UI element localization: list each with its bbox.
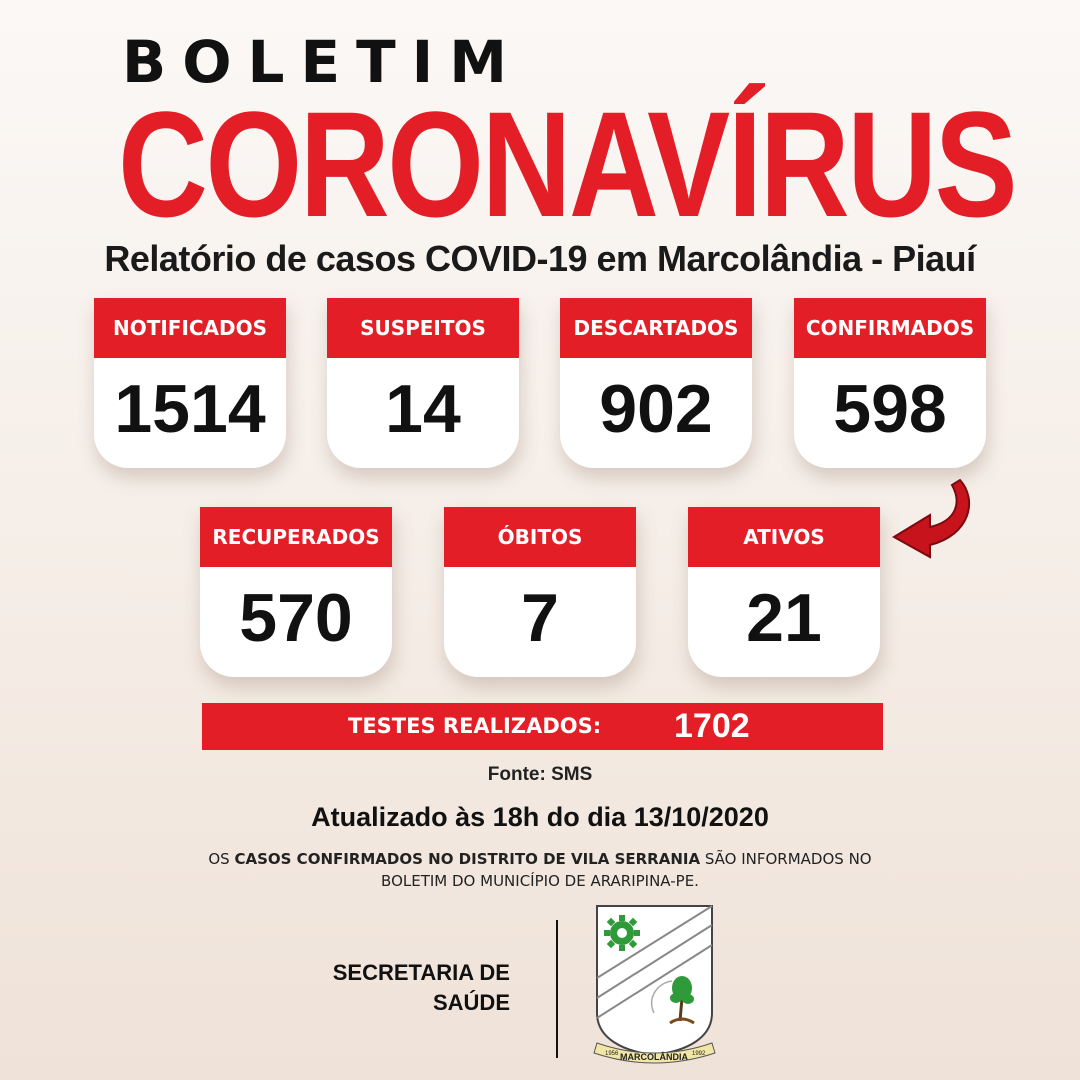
card-label: ATIVOS	[688, 507, 880, 567]
card-value: 7	[521, 580, 559, 656]
card-value: 14	[385, 371, 461, 447]
card-value: 1514	[114, 371, 266, 447]
curved-arrow-icon	[890, 475, 980, 565]
note-text	[0, 848, 1080, 892]
note-prefix: OS	[208, 850, 235, 868]
secretaria-line2: SAÚDE	[432, 990, 510, 1015]
crest-year-left: 1956	[605, 1051, 619, 1057]
footer-divider	[556, 920, 558, 1058]
gear-icon	[604, 915, 640, 951]
updated-text: Atualizado às 18h do dia 13/10/2020	[311, 802, 769, 832]
source-text: Fonte: SMS	[487, 764, 593, 785]
secretaria-label	[333, 958, 510, 1018]
tests-bar	[202, 703, 883, 750]
card-label: CONFIRMADOS	[794, 298, 986, 358]
marcolandia-crest	[592, 903, 717, 1073]
title-coronavirus: CORONAVÍRUS	[118, 80, 1016, 248]
tests-value: 1702	[674, 707, 750, 745]
card-value: 598	[833, 371, 947, 447]
card-value: 902	[599, 371, 713, 447]
card-label: SUSPEITOS	[327, 298, 519, 358]
tests-label: TESTES REALIZADOS:	[348, 714, 602, 738]
crest-name: MARCOLÂNDIA	[620, 1052, 688, 1062]
card-ativos	[688, 507, 880, 677]
crest-year-right: 1992	[692, 1051, 706, 1057]
card-label: RECUPERADOS	[200, 507, 392, 567]
card-suspeitos	[327, 298, 519, 468]
card-label: ÓBITOS	[444, 507, 636, 567]
note-bold: CASOS CONFIRMADOS NO DISTRITO DE VILA SERRANIA	[234, 850, 701, 868]
note-suffix: SÃO INFORMADOS NO	[700, 850, 872, 868]
card-confirmados	[794, 298, 986, 468]
note-line2: BOLETIM DO MUNICÍPIO DE ARARIPINA-PE.	[381, 872, 699, 890]
card-value: 570	[239, 580, 353, 656]
report-subtitle: Relatório de casos COVID-19 em Marcolândia - Piauí	[104, 238, 976, 279]
card-label: DESCARTADOS	[560, 298, 752, 358]
card-label: NOTIFICADOS	[94, 298, 286, 358]
card-descartados	[560, 298, 752, 468]
card-obitos	[444, 507, 636, 677]
card-notificados	[94, 298, 286, 468]
secretaria-line1: SECRETARIA DE	[332, 960, 510, 985]
card-value: 21	[746, 580, 822, 656]
title-boletim: BOLETIM	[122, 28, 523, 96]
card-recuperados	[200, 507, 392, 677]
